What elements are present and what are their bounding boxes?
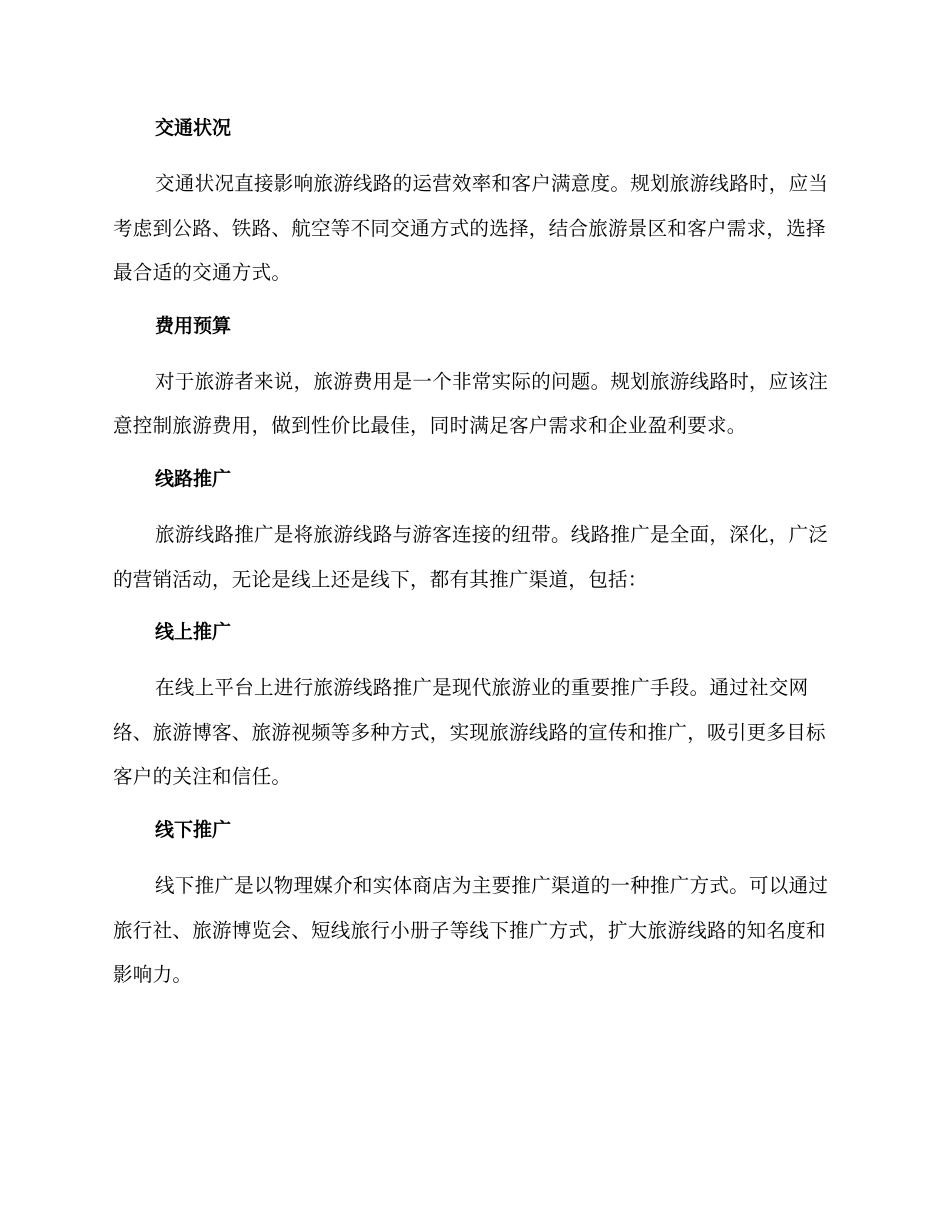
section-heading-budget: 费用预算 <box>155 314 232 337</box>
document-body <box>113 112 831 1012</box>
section-paragraph-promotion: 旅游线路推广是将旅游线路与游客连接的纽带。线路推广是全面，深化，广泛的营销活动，无论是线上还是线下，都有其推广渠道，包括： <box>113 522 829 591</box>
section-paragraph-online-promotion: 在线上平台上进行旅游线路推广是现代旅游业的重要推广手段。通过社交网络、旅游博客、旅游视频等多种方式，实现旅游线路的宣传和推广，吸引更多目标客户的关注和信任。 <box>113 676 826 789</box>
section-heading-online-promotion: 线上推广 <box>155 621 232 644</box>
section-paragraph-transport: 交通状况直接影响旅游线路的运营效率和客户满意度。规划旅游线路时，应当考虑到公路、铁路、航空等不同交通方式的选择，结合旅游景区和客户需求，选择最合适的交通方式。 <box>113 172 829 285</box>
section-paragraph-budget: 对于旅游者来说，旅游费用是一个非常实际的问题。规划旅游线路时，应该注意控制旅游费用，做到性价比最佳，同时满足客户需求和企业盈利要求。 <box>113 369 829 438</box>
section-paragraph-offline-promotion: 线下推广是以物理媒介和实体商店为主要推广渠道的一种推广方式。可以通过旅行社、旅游博览会、短线旅行小册子等线下推广方式，扩大旅游线路的知名度和影响力。 <box>113 873 829 987</box>
section-heading-offline-promotion: 线下推广 <box>155 818 232 841</box>
section-heading-promotion: 线路推广 <box>155 467 232 490</box>
section-heading-transport: 交通状况 <box>155 117 232 139</box>
